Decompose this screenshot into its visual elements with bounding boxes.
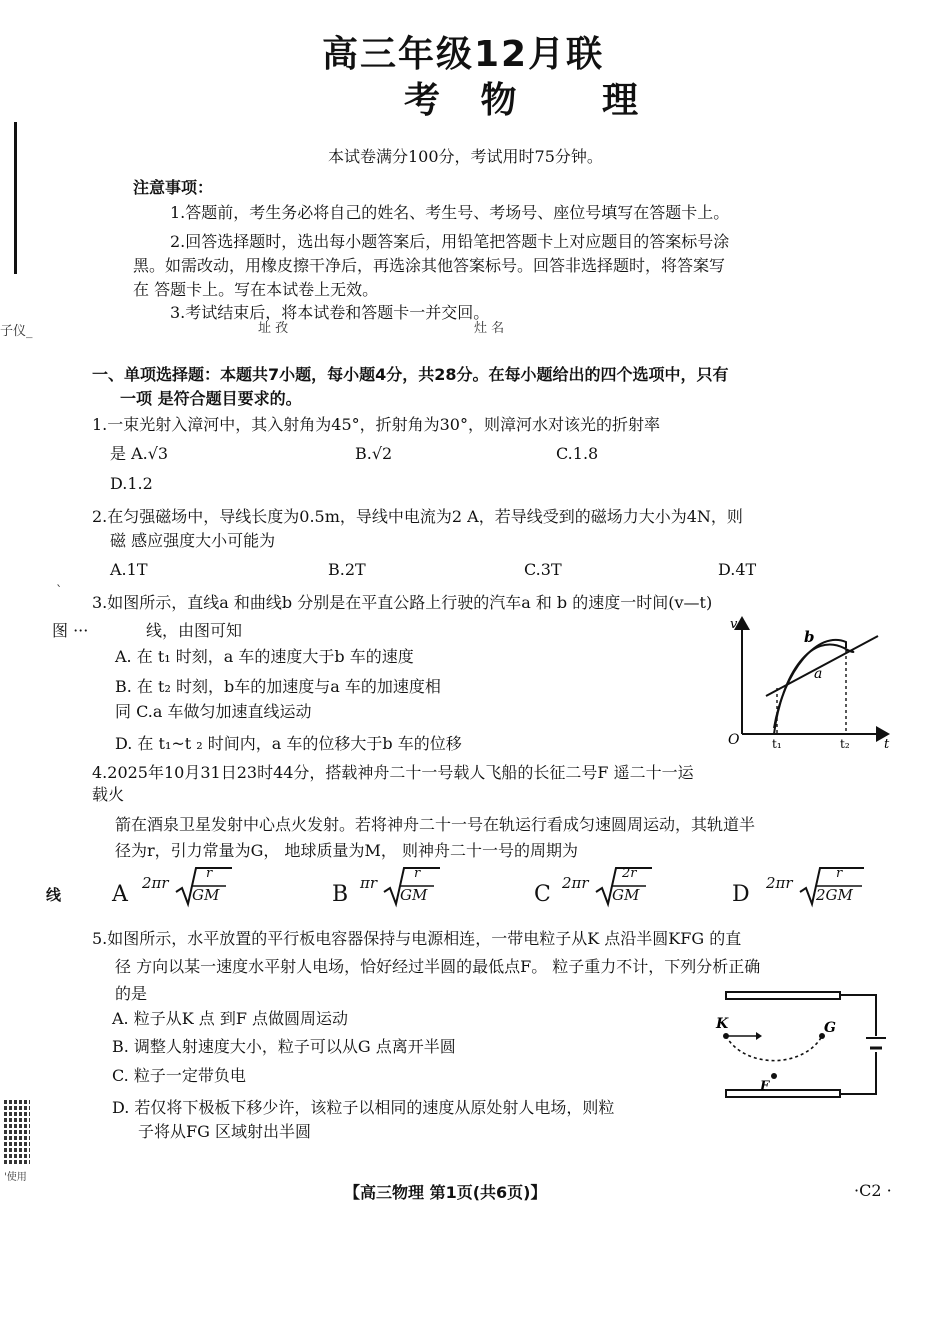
- q2-option-b: B.2T: [328, 560, 366, 579]
- q4-option-d: [732, 862, 902, 912]
- upper-plate: [726, 992, 840, 999]
- point-k: [723, 1033, 729, 1039]
- q4-option-b-den: GM: [400, 886, 428, 904]
- footer-page-label: 【高三物理 第1页(共6页)】: [344, 1183, 547, 1202]
- q1-option-c: C.1.8: [556, 444, 599, 463]
- q1-stem2: 是 A.√3: [110, 444, 169, 463]
- margin-school-label: 址 孜: [258, 321, 289, 336]
- q5-option-d-line2: 子将从FG 区域射出半圆: [138, 1122, 311, 1141]
- qr-caption: '使用: [4, 1172, 27, 1183]
- q3-option-a: A. 在 t₁ 时刻，a 车的速度大于b 车的速度: [115, 647, 414, 666]
- q2-stem-line2: 磁 感应强度大小可能为: [110, 531, 276, 550]
- q4-option-c: [534, 862, 694, 912]
- note-item-3: 3.考试结束后，将本试卷和答题卡一并交回。: [170, 303, 490, 322]
- graph-x-label: t: [884, 737, 890, 752]
- notes-heading: 注意事项：: [133, 178, 214, 197]
- graph-curve-b: [774, 640, 846, 728]
- section1-heading-line1: 一、单项选择题：本题共7小题，每小题4分，共28分。在每小题给出的四个选项中，只有: [92, 365, 729, 384]
- q4-option-b-num: r: [414, 866, 421, 881]
- q5-capacitor-figure: [712, 984, 892, 1108]
- title-line2-a: 考 物: [404, 80, 531, 121]
- q3-option-d: D. 在 t₁~t ₂ 时间内，a 车的位移大于b 车的位移: [115, 734, 462, 753]
- margin-line-label: 线: [46, 886, 62, 904]
- q5-option-c: C. 粒子一定带负电: [112, 1066, 246, 1085]
- margin-left-text: 子仪_: [0, 324, 33, 339]
- q4-stem-line4: 径为r，引力常量为G， 地球质量为M， 则神舟二十一号的周期为: [115, 841, 578, 860]
- semicircle-kfg: [726, 1036, 822, 1061]
- point-f: [771, 1073, 777, 1079]
- q3-stem-line1: 3.如图所示，直线a 和曲线b 分别是在平直公路上行驶的汽车a 和 b 的速度一时间(v—t): [92, 593, 713, 612]
- title-line1: 高三年级12月联: [322, 34, 605, 75]
- q4-option-c-num: 2r: [622, 866, 637, 881]
- velocity-arrowhead: [756, 1032, 762, 1040]
- margin-fig-mark: 图 ···: [52, 621, 89, 640]
- graph-label-a: a: [814, 666, 823, 682]
- q4-option-a: [112, 862, 272, 912]
- margin-mark-dot: `: [56, 584, 63, 599]
- footer-code: ·C2 ·: [854, 1181, 892, 1200]
- margin-name-label: 灶 名: [474, 321, 505, 336]
- q4-stem-line2: 载火: [92, 785, 125, 804]
- label-k: K: [716, 1016, 729, 1032]
- q3-option-b: B. 在 t₂ 时刻，b车的加速度与a 车的加速度相: [115, 677, 441, 696]
- section1-heading-line2: 一项 是符合题目要求的。: [120, 389, 302, 408]
- q4-option-a-letter: A: [112, 882, 128, 907]
- graph-t1: t₁: [772, 737, 782, 751]
- q4-option-d-letter: D: [732, 882, 750, 907]
- q5-stem-line1: 5.如图所示，水平放置的平行板电容器保持与电源相连，一带电粒子从K 点沿半圆KFG 的直: [92, 929, 742, 948]
- q4-stem-line3: 箭在酒泉卫星发射中心点火发射。若将神舟二十一号在轨运行看成匀速圆周运动，其轨道半: [115, 815, 756, 834]
- q5-option-b: B. 调整人射速度大小，粒子可以从G 点离开半圆: [112, 1037, 456, 1056]
- q5-stem-line2: 径 方向以某一速度水平射人电场，恰好经过半圆的最低点F。 粒子重力不计，下列分析正确: [115, 957, 761, 976]
- q4-option-b: [332, 862, 492, 912]
- q3-vt-graph: [722, 612, 894, 752]
- q4-option-d-num: r: [836, 866, 843, 881]
- q4-option-c-den: GM: [612, 886, 640, 904]
- q4-option-c-coef: 2πr: [562, 874, 589, 892]
- q4-option-a-den: GM: [192, 886, 220, 904]
- graph-label-b: b: [804, 628, 815, 646]
- q4-option-a-num: r: [206, 866, 213, 881]
- graph-y-label: v: [730, 617, 738, 632]
- q4-stem-line1: 4.2025年10月31日23时44分，搭载神舟二十一号载人飞船的长征二号F 遥二十一运: [92, 763, 694, 782]
- graph-t2: t₂: [840, 737, 850, 751]
- q5-option-a: A. 粒子从K 点 到F 点做圆周运动: [112, 1009, 349, 1028]
- qr-code-overlay: [4, 1100, 30, 1164]
- exam-info: 本试卷满分100分，考试用时75分钟。: [328, 147, 603, 166]
- q1-stem: 1.一束光射入漳河中，其入射角为45°，折射角为30°，则漳河水对该光的折射率: [92, 415, 660, 434]
- q2-option-d: D.4T: [718, 560, 757, 579]
- q5-stem-line3: 的是: [115, 984, 148, 1003]
- q2-option-c: C.3T: [524, 560, 562, 579]
- q1-option-b: B.√2: [355, 444, 393, 463]
- note-item-1: 1.答题前，考生务必将自己的姓名、考生号、考场号、座位号填写在答题卡上。: [170, 203, 730, 222]
- q3-stem-line2: 线，由图可知: [146, 621, 243, 640]
- title-line2-b: 理: [602, 80, 639, 121]
- note-item-2-line2: 黑。如需改动，用橡皮擦干净后，再选涂其他答案标号。回答非选择题时，将答案写: [133, 256, 726, 275]
- q1-option-d: D.1.2: [110, 474, 153, 493]
- circuit-wire-bottom: [840, 1052, 876, 1094]
- q2-option-a: A.1T: [110, 560, 148, 579]
- graph-origin: O: [728, 732, 740, 748]
- q4-option-b-coef: πr: [360, 874, 378, 892]
- q4-option-d-coef: 2πr: [766, 874, 793, 892]
- q4-option-b-letter: B: [332, 882, 349, 907]
- lower-plate: [726, 1090, 840, 1097]
- q4-option-c-letter: C: [534, 882, 551, 907]
- q4-option-a-coef: 2πr: [142, 874, 169, 892]
- label-g: G: [824, 1020, 836, 1036]
- q2-stem-line1: 2.在匀强磁场中，导线长度为0.5m，导线中电流为2 A，若导线受到的磁场力大小为4N，则: [92, 507, 743, 526]
- note-item-2-line3: 在 答题卡上。写在本试卷上无效。: [133, 280, 379, 299]
- label-f: F: [760, 1079, 770, 1094]
- binding-bar: [14, 122, 17, 274]
- circuit-wire-top: [840, 995, 876, 1036]
- q4-option-d-den: 2GM: [816, 886, 853, 904]
- q5-option-d-line1: D. 若仅将下极板下移少许，该粒子以相同的速度从原处射人电场，则粒: [112, 1098, 615, 1117]
- note-item-2-line1: 2.回答选择题时，选出每小题答案后，用铅笔把答题卡上对应题目的答案标号涂: [170, 232, 730, 251]
- q3-option-b2: 同 C.a 车做匀加速直线运动: [115, 702, 312, 721]
